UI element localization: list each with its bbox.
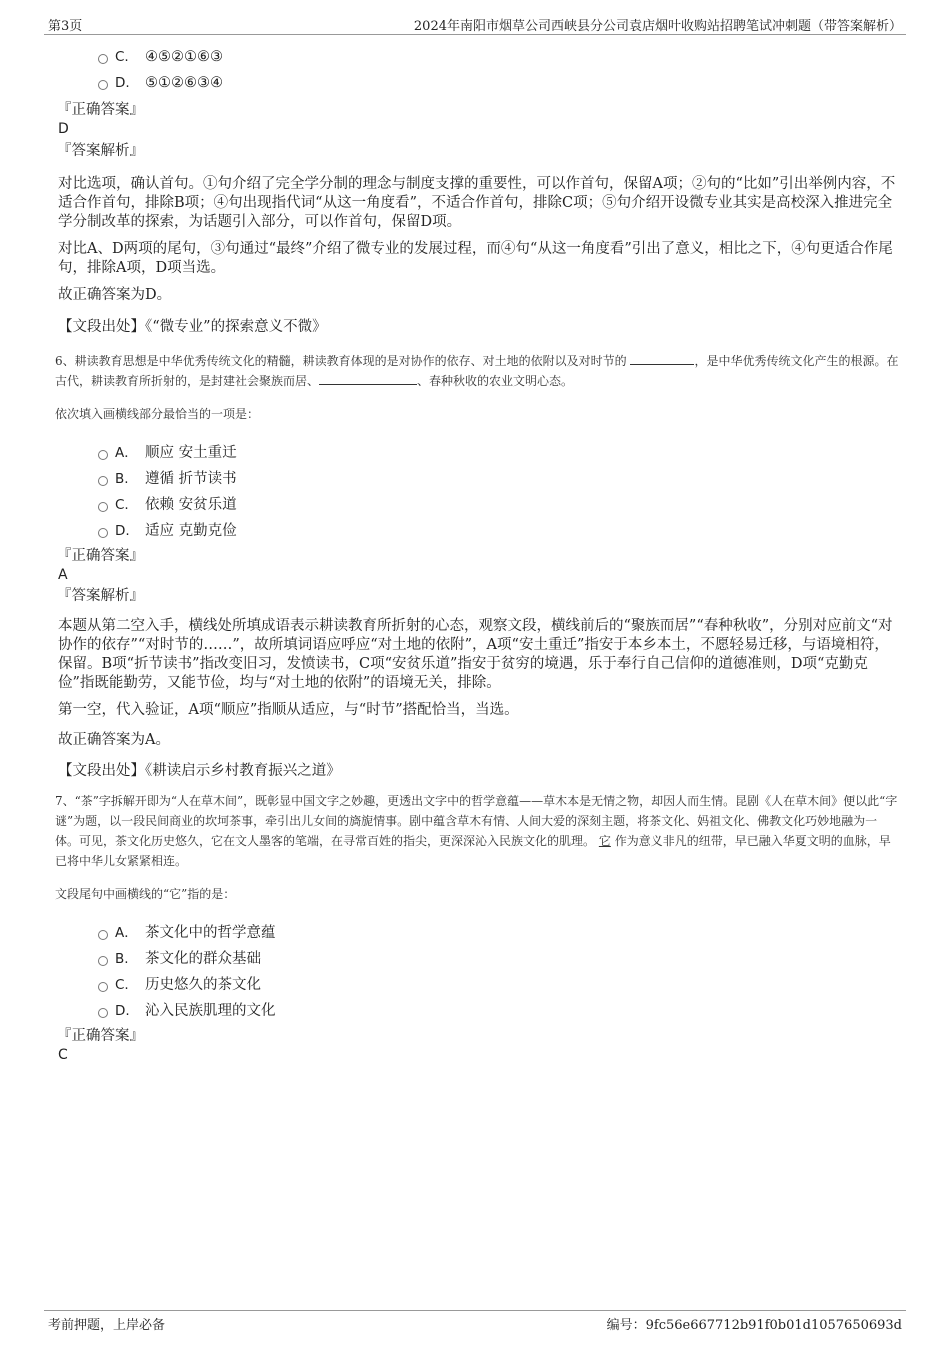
analysis-label: 『答案解析』 [57, 143, 144, 159]
option-letter: D. [115, 75, 130, 91]
option-letter: C. [115, 49, 129, 65]
document-id: 编号：9fc56e667712b91f0b01d1057650693d [606, 1318, 902, 1333]
source-citation: 【文段出处】《“微专业”的探索意义不微》 [58, 319, 327, 335]
option-text: 历史悠久的茶文化 [145, 977, 261, 993]
underlined-word: 它 [598, 834, 611, 848]
stem-text: ，是中华优秀传统文化产生的根源。在古代，耕读教育所折射的，是封建社会聚族而居、 [55, 354, 899, 388]
answer-value: A [58, 567, 68, 583]
question-prompt: 文段尾句中画横线的“它”指的是： [55, 887, 236, 901]
fill-blank [630, 352, 694, 365]
option-letter: A． [115, 445, 138, 461]
analysis-label: 『答案解析』 [57, 588, 144, 604]
stem-text: 7、“茶”字拆解开即为“人在草木间”，既彰显中国文字之妙趣，更透出文字中的哲学意蕴——草木本是无情之物，却因人而生情。昆剧《人在草木间》便以此“字谜”为题，以一段民间商业的坎坷茶事，牵引出儿女间的旖旎情事。剧中蕴含草木有情、人间大爱的深刻主题，将茶文化、妈祖文化、佛教文化巧妙地融为一体。可见，茶文化历史悠久，它在文人墨客的笔端，在寻常百姓的指尖，更深深沁入民族文化的肌理。 [55, 794, 898, 848]
option-letter: D. [115, 523, 130, 539]
option-b[interactable] [55, 466, 900, 492]
option-d[interactable] [55, 518, 900, 544]
option-text: 适应 克勤克俭 [145, 523, 237, 539]
option-text: ④⑤②①⑥③ [145, 49, 223, 65]
answer-label: 『正确答案』 [57, 1028, 144, 1044]
radio-icon[interactable] [98, 956, 108, 966]
option-letter: C. [115, 497, 129, 513]
fill-blank [319, 372, 417, 385]
source-citation: 【文段出处】《耕读启示乡村教育振兴之道》 [58, 763, 341, 779]
answer-value: C [58, 1047, 68, 1063]
option-d[interactable] [55, 70, 900, 96]
radio-icon[interactable] [98, 54, 108, 64]
option-c[interactable] [55, 44, 900, 70]
analysis-paragraph: 第一空，代入验证，A项“顺应”指顺从适应，与“时节”搭配恰当，当选。 [58, 702, 519, 718]
option-text: 依赖 安贫乐道 [145, 497, 237, 513]
option-text: 遵循 折节读书 [145, 471, 237, 487]
radio-icon[interactable] [98, 528, 108, 538]
option-text: 沁入民族肌理的文化 [145, 1003, 276, 1019]
option-b[interactable] [55, 946, 900, 972]
question-stem [55, 791, 900, 871]
radio-icon[interactable] [98, 450, 108, 460]
radio-icon[interactable] [98, 930, 108, 940]
analysis-paragraph: 对比选项，确认首句。①句介绍了完全学分制的理念与制度支撑的重要性，可以作首句，保留A项；②句的“比如”引出举例内容，不适合作首句，排除B项；④句出现指代词“从这一角度看”，不适合作首句，排除C项；⑤句介绍开设微专业其实是高校深入推进完全学分制改革的探索，为话题引入部分，可以作首句，保留D项。 [58, 176, 896, 230]
page-footer [44, 1310, 906, 1333]
document-title: 2024年南阳市烟草公司西峡县分公司袁店烟叶收购站招聘笔试冲刺题（带答案解析） [413, 19, 902, 34]
radio-icon[interactable] [98, 982, 108, 992]
stem-text: 6、耕读教育思想是中华优秀传统文化的精髓，耕读教育体现的是对协作的依存、对土地的依附以及对时节的 [55, 354, 627, 368]
option-letter: B. [115, 951, 129, 967]
q5-options [55, 44, 900, 96]
option-d[interactable] [55, 998, 900, 1024]
stem-text: 、春种秋收的农业文明心态。 [417, 374, 574, 388]
radio-icon[interactable] [98, 1008, 108, 1018]
option-text: 茶文化的群众基础 [145, 951, 261, 967]
q7-options [55, 920, 900, 1024]
footer-slogan: 考前押题，上岸必备 [48, 1318, 166, 1333]
q6-options [55, 440, 900, 544]
option-letter: D. [115, 1003, 130, 1019]
analysis-paragraph: 故正确答案为D。 [58, 287, 172, 303]
question-prompt: 依次填入画横线部分最恰当的一项是： [55, 407, 260, 421]
option-text: 茶文化中的哲学意蕴 [145, 925, 276, 941]
answer-label: 『正确答案』 [57, 548, 144, 564]
page-content [55, 44, 900, 1064]
option-letter: C. [115, 977, 129, 993]
answer-value: D [58, 121, 69, 137]
option-c[interactable] [55, 972, 900, 998]
question-stem [55, 351, 900, 391]
option-a[interactable] [55, 920, 900, 946]
radio-icon[interactable] [98, 476, 108, 486]
analysis-paragraph: 故正确答案为A。 [58, 732, 170, 748]
option-text: ⑤①②⑥③④ [145, 75, 223, 91]
radio-icon[interactable] [98, 80, 108, 90]
analysis-paragraph: 本题从第二空入手，横线处所填成语表示耕读教育所折射的心态，观察文段，横线前后的“聚族而居”“春种秋收”，分别对应前文“对协作的依存”“对时节的……”，故所填词语应呼应“对土地的依附”，A项“安土重迁”指安于本乡本土，不愿轻易迁移，与语境相符，保留。B项“折节读书”指改变旧习，发愤读书，C项“安贫乐道”指安于贫穷的境遇，乐于奉行自己信仰的道德准则，D项“克勤克俭”指既能勤劳，又能节俭，均与“对土地的依附”的语境无关，排除。 [58, 618, 893, 691]
option-text: 顺应 安土重迁 [145, 445, 237, 461]
stem-text: 作为意义非凡的纽带，早已融入华夏文明的血脉，早已将中华儿女紧紧相连。 [55, 834, 891, 868]
option-a[interactable] [55, 440, 900, 466]
analysis-paragraph: 对比A、D两项的尾句，③句通过“最终”介绍了微专业的发展过程，而④句“从这一角度看”引出了意义，相比之下，④句更适合作尾句，排除A项，D项当选。 [58, 241, 893, 276]
page-number: 第3页 [48, 19, 83, 34]
answer-label: 『正确答案』 [57, 102, 144, 118]
option-letter: B. [115, 471, 129, 487]
option-letter: A． [115, 925, 138, 941]
option-c[interactable] [55, 492, 900, 518]
page-header [44, 14, 906, 35]
radio-icon[interactable] [98, 502, 108, 512]
